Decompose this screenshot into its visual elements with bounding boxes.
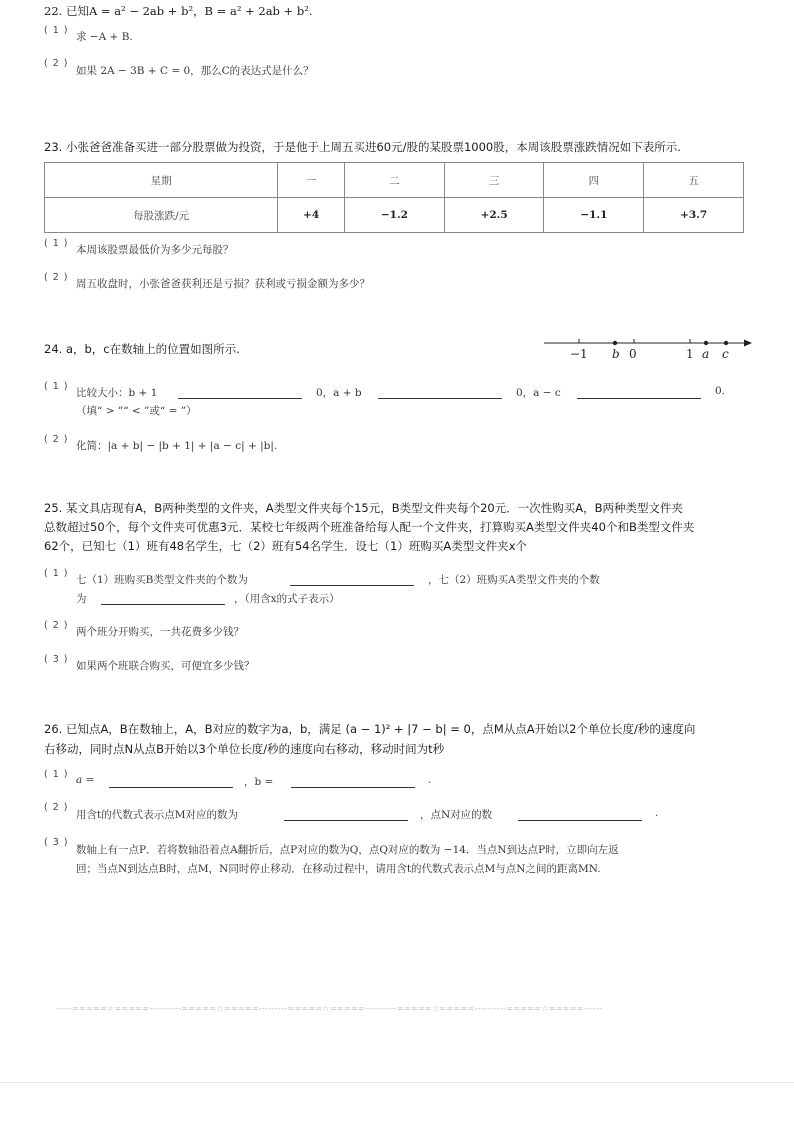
- page-divider: -----=====☆=====----------=====☆=====---------=====☆=====----------=====☆=====----------=====☆=====------: [56, 1004, 603, 1013]
- q26-blank-b[interactable]: [291, 775, 415, 788]
- point-b: [613, 341, 617, 345]
- q25-sub1-part1: 七（1）班购买B类型文件夹的个数为: [76, 574, 248, 586]
- number-line-arrow-icon: [744, 340, 752, 347]
- q24-sub1-prefix: 比较大小：b + 1: [76, 387, 158, 399]
- q25-blank-2[interactable]: [101, 592, 225, 605]
- label-minus-one: −1: [570, 347, 588, 361]
- point-c: [724, 341, 728, 345]
- stock-change-table: [44, 162, 744, 233]
- table-header-cell: 星期: [45, 163, 278, 198]
- table-cell: −1.2: [345, 198, 445, 233]
- q24-sub1-end: 0.: [715, 385, 726, 397]
- q24-sub1-mid1: 0，a + b: [316, 387, 362, 399]
- q22-title: 22. 已知A = a² − 2ab + b²，B = a² + 2ab + b².: [44, 4, 313, 18]
- q26-sub2-part2: ，点N对应的数: [420, 809, 493, 821]
- q25-sub1-part3: 为: [76, 593, 87, 605]
- q26-blank-a[interactable]: [109, 775, 233, 788]
- q25-sub2-number: ( 2 ): [44, 620, 69, 631]
- q24-sub1-hint: （填“ > ”“ < ”或“ = ”）: [76, 405, 197, 417]
- q26-line1: 26. 已知点A，B在数轴上，A，B对应的数字为a，b，满足 (a − 1)² + |7 − b| = 0，点M从点A开始以2个单位长度/秒的速度向: [44, 722, 696, 736]
- q23-sub2-number: ( 2 ): [44, 272, 69, 283]
- table-cell: +3.7: [644, 198, 744, 233]
- q26-sub1-b-label: ，b =: [244, 776, 274, 788]
- q25-sub2-text: 两个班分开购买，一共花费多少钱？: [76, 626, 244, 638]
- q26-sub2-number: ( 2 ): [44, 802, 69, 813]
- table-header-cell: 二: [345, 163, 445, 198]
- q24-sub2-number: ( 2 ): [44, 434, 69, 445]
- q22-sub1-text: 求 −A + B.: [76, 31, 133, 43]
- q26-sub3-line1: 数轴上有一点P．若将数轴沿着点A翻折后，点P对应的数为Q，点Q对应的数为 −14．当点N到达点P时，立即向左返: [76, 844, 619, 856]
- q25-sub3-number: ( 3 ): [44, 654, 69, 665]
- table-cell: 每股涨跌/元: [45, 198, 278, 233]
- q25-sub1-part4: ，（用含x的式子表示）: [234, 593, 340, 605]
- q26-blank-n[interactable]: [518, 808, 642, 821]
- table-header-cell: 三: [444, 163, 544, 198]
- q24-blank-1[interactable]: [178, 386, 302, 399]
- q23-sub1-number: ( 1 ): [44, 238, 69, 249]
- q26-sub2-part1: 用含t的代数式表示点M对应的数为: [76, 809, 238, 821]
- point-a: [704, 341, 708, 345]
- number-line-figure: [540, 332, 754, 364]
- q23-title: 23. 小张爸爸准备买进一部分股票做为投资，于是他于上周五买进60元/股的某股票1000股，本周该股票涨跌情况如下表所示.: [44, 140, 681, 154]
- q26-sub1-number: ( 1 ): [44, 769, 69, 780]
- label-b: b: [612, 347, 620, 361]
- q24-sub1-mid2: 0，a − c: [516, 387, 561, 399]
- table-cell: +4: [278, 198, 345, 233]
- label-one: 1: [686, 347, 694, 361]
- table-header-row: [45, 163, 744, 198]
- q26-sub3-line2: 回；当点N到达点B时，点M，N同时停止移动．在移动过程中，请用含t的代数式表示点M与点N之间的距离MN.: [76, 863, 601, 875]
- table-cell: −1.1: [544, 198, 644, 233]
- q22-sub1-number: ( 1 ): [44, 25, 69, 36]
- q26-blank-m[interactable]: [284, 808, 408, 821]
- q25-blank-1[interactable]: [290, 573, 414, 586]
- bottom-rule: [0, 1082, 794, 1083]
- q24-blank-2[interactable]: [378, 386, 502, 399]
- label-a: a: [702, 347, 710, 361]
- q25-line1: 25. 某文具店现有A，B两种类型的文件夹，A类型文件夹每个15元，B类型文件夹每个20元．一次性购买A，B两种类型文件夹: [44, 501, 683, 515]
- q26-sub1-a-label: a =: [76, 774, 95, 786]
- q24-sub1-number: ( 1 ): [44, 381, 69, 392]
- q25-line2: 总数超过50个，每个文件夹可优惠3元．某校七年级两个班准备给每人配一个文件夹，打算购买A类型文件夹40个和B类型文件夹: [44, 520, 695, 534]
- table-row: [45, 198, 744, 233]
- q23-sub1-text: 本周该股票最低价为多少元每股？: [76, 244, 234, 256]
- q26-line2: 右移动，同时点N从点B开始以3个单位长度/秒的速度向右移动，移动时间为t秒: [44, 742, 445, 756]
- q24-blank-3[interactable]: [577, 386, 701, 399]
- table-header-cell: 一: [278, 163, 345, 198]
- table-header-cell: 四: [544, 163, 644, 198]
- q25-sub1-number: ( 1 ): [44, 568, 69, 579]
- q26-sub3-number: ( 3 ): [44, 837, 69, 848]
- q23-sub2-text: 周五收盘时，小张爸爸获利还是亏损？获利或亏损金额为多少？: [76, 278, 370, 290]
- q22-sub2-number: ( 2 ): [44, 58, 69, 69]
- table-cell: +2.5: [444, 198, 544, 233]
- q26-sub1-end: .: [428, 774, 432, 786]
- q24-sub2-text: 化简：|a + b| − |b + 1| + |a − c| + |b|.: [76, 440, 278, 452]
- q25-sub1-part2: ，七（2）班购买A类型文件夹的个数: [428, 574, 600, 586]
- label-c: c: [722, 347, 729, 361]
- q22-sub2-text: 如果 2A − 3B + C = 0，那么C的表达式是什么？: [76, 65, 314, 77]
- q25-sub3-text: 如果两个班联合购买，可便宜多少钱？: [76, 660, 255, 672]
- q25-line3: 62个，已知七（1）班有48名学生，七（2）班有54名学生．设七（1）班购买A类型文件夹x个: [44, 539, 528, 553]
- q26-sub2-end: .: [655, 807, 659, 819]
- label-zero: 0: [629, 347, 637, 361]
- table-header-cell: 五: [644, 163, 744, 198]
- q24-title: 24. a，b，c在数轴上的位置如图所示.: [44, 342, 240, 356]
